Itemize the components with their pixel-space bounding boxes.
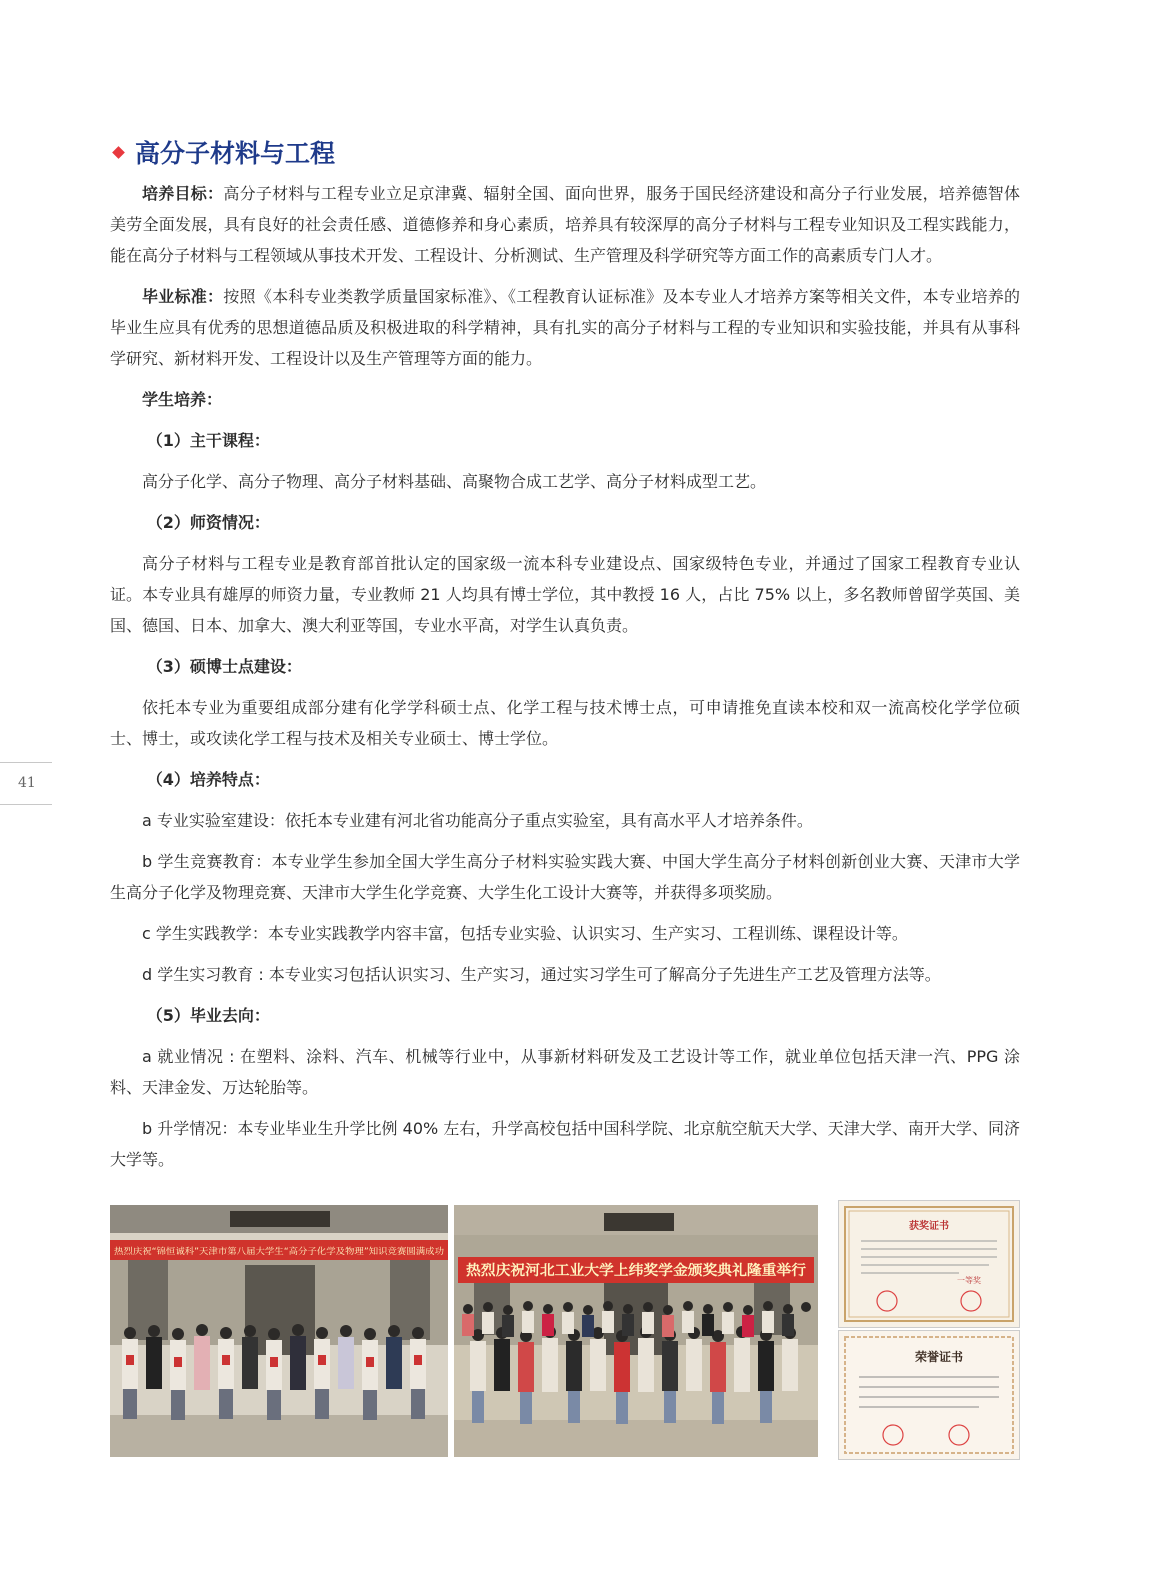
cert2-title: 荣誉证书	[914, 1350, 964, 1364]
objective-paragraph	[110, 178, 1020, 271]
standard-paragraph	[110, 281, 1020, 374]
standard-label: 毕业标准：	[142, 287, 224, 306]
destination-item: a 就业情况 : 在塑料、涂料、汽车、机械等行业中，从事新材料研发及工艺设计等工作，就业单位包括天津一汽、PPG 涂料、天津金发、万达轮胎等。	[110, 1047, 1020, 1097]
diamond-bullet-icon	[112, 146, 125, 159]
honor-certificate-image	[838, 1330, 1020, 1460]
courses-text: 高分子化学、高分子物理、高分子材料基础、高聚物合成工艺学、高分子材料成型工艺。	[142, 472, 767, 491]
banner-text-2: 热烈庆祝河北工业大学上纬奖学金颁奖典礼隆重举行	[466, 1263, 788, 1279]
courses-heading: （1）主干课程：	[146, 431, 270, 450]
degree-text: 依托本专业为重要组成部分建有化学学科硕士点、化学工程与技术博士点，可申请推免直读本校和双一流高校化学学位硕士、博士，或攻读化学工程与技术及相关专业硕士、博士学位。	[110, 698, 1020, 748]
faculty-heading: （2）师资情况：	[146, 513, 270, 532]
competition-group-photo	[110, 1205, 448, 1457]
scholarship-group-photo	[454, 1205, 818, 1457]
section-title: 高分子材料与工程	[135, 139, 336, 168]
feature-item: b 学生竞赛教育：本专业学生参加全国大学生高分子材料实验实践大赛、中国大学生高分子材料创新创业大赛、天津市大学生高分子化学及物理竞赛、天津市大学生化学竞赛、大学生化工设计大赛等，并获得多项奖励。	[110, 852, 1020, 902]
feature-item: c 学生实践教学：本专业实践教学内容丰富，包括专业实验、认识实习、生产实习、工程训练、课程设计等。	[142, 924, 908, 943]
cert1-award: 一等奖	[957, 1276, 981, 1285]
page-number: 41	[18, 775, 36, 791]
content	[110, 178, 1020, 1181]
degree-heading: （3）硕博士点建设：	[146, 657, 302, 676]
page-number-rule-top	[0, 762, 52, 763]
destination-heading: （5）毕业去向：	[146, 1006, 270, 1025]
standard-text: 按照《本科专业类教学质量国家标准》、《工程教育认证标准》及本专业人才培养方案等相关文件，本专业培养的毕业生应具有优秀的思想道德品质及积极进取的科学精神，具有扎实的高分子材料与工程的专业知识和实验技能，并具有从事科学研究、新材料开发、工程设计以及生产管理等方面的能力。	[110, 287, 1020, 368]
page-number-rule-bottom	[0, 804, 52, 805]
cert1-title: 获奖证书	[909, 1221, 949, 1232]
feature-item: a 专业实验室建设：依托本专业建有河北省功能高分子重点实验室，具有高水平人才培养条件。	[142, 811, 813, 830]
award-certificate-image	[838, 1200, 1020, 1328]
faculty-text: 高分子材料与工程专业是教育部首批认定的国家级一流本科专业建设点、国家级特色专业，并通过了国家工程教育专业认证。本专业具有雄厚的师资力量，专业教师 21 人均具有博士学位，其中教授 16 人，占比 75% 以上，多名教师曾留学英国、美国、德国、日本、加拿大、澳大利亚等国，专业水平高，对学生认真负责。	[110, 554, 1020, 635]
banner-text-1: 热烈庆祝“锦恒诚科”天津市第八届大学生“高分子化学及物理”知识竞赛圆满成功	[114, 1247, 413, 1257]
objective-label: 培养目标：	[142, 184, 224, 203]
features-heading: （4）培养特点：	[146, 770, 270, 789]
feature-item: d 学生实习教育 : 本专业实习包括认识实习、生产实习，通过实习学生可了解高分子先进生产工艺及管理方法等。	[142, 965, 941, 984]
training-heading: 学生培养：	[142, 390, 223, 409]
destination-item: b 升学情况：本专业毕业生升学比例 40% 左右，升学高校包括中国科学院、北京航空航天大学、天津大学、南开大学、同济大学等。	[110, 1119, 1020, 1169]
objective-text: 高分子材料与工程专业立足京津冀、辐射全国、面向世界，服务于国民经济建设和高分子行业发展，培养德智体美劳全面发展，具有良好的社会责任感、道德修养和身心素质，培养具有较深厚的高分子材料与工程专业知识及工程实践能力，能在高分子材料与工程领域从事技术开发、工程设计、分析测试、生产管理及科学研究等方面工作的高素质专门人才。	[110, 184, 1020, 265]
section-title-row	[110, 134, 335, 170]
